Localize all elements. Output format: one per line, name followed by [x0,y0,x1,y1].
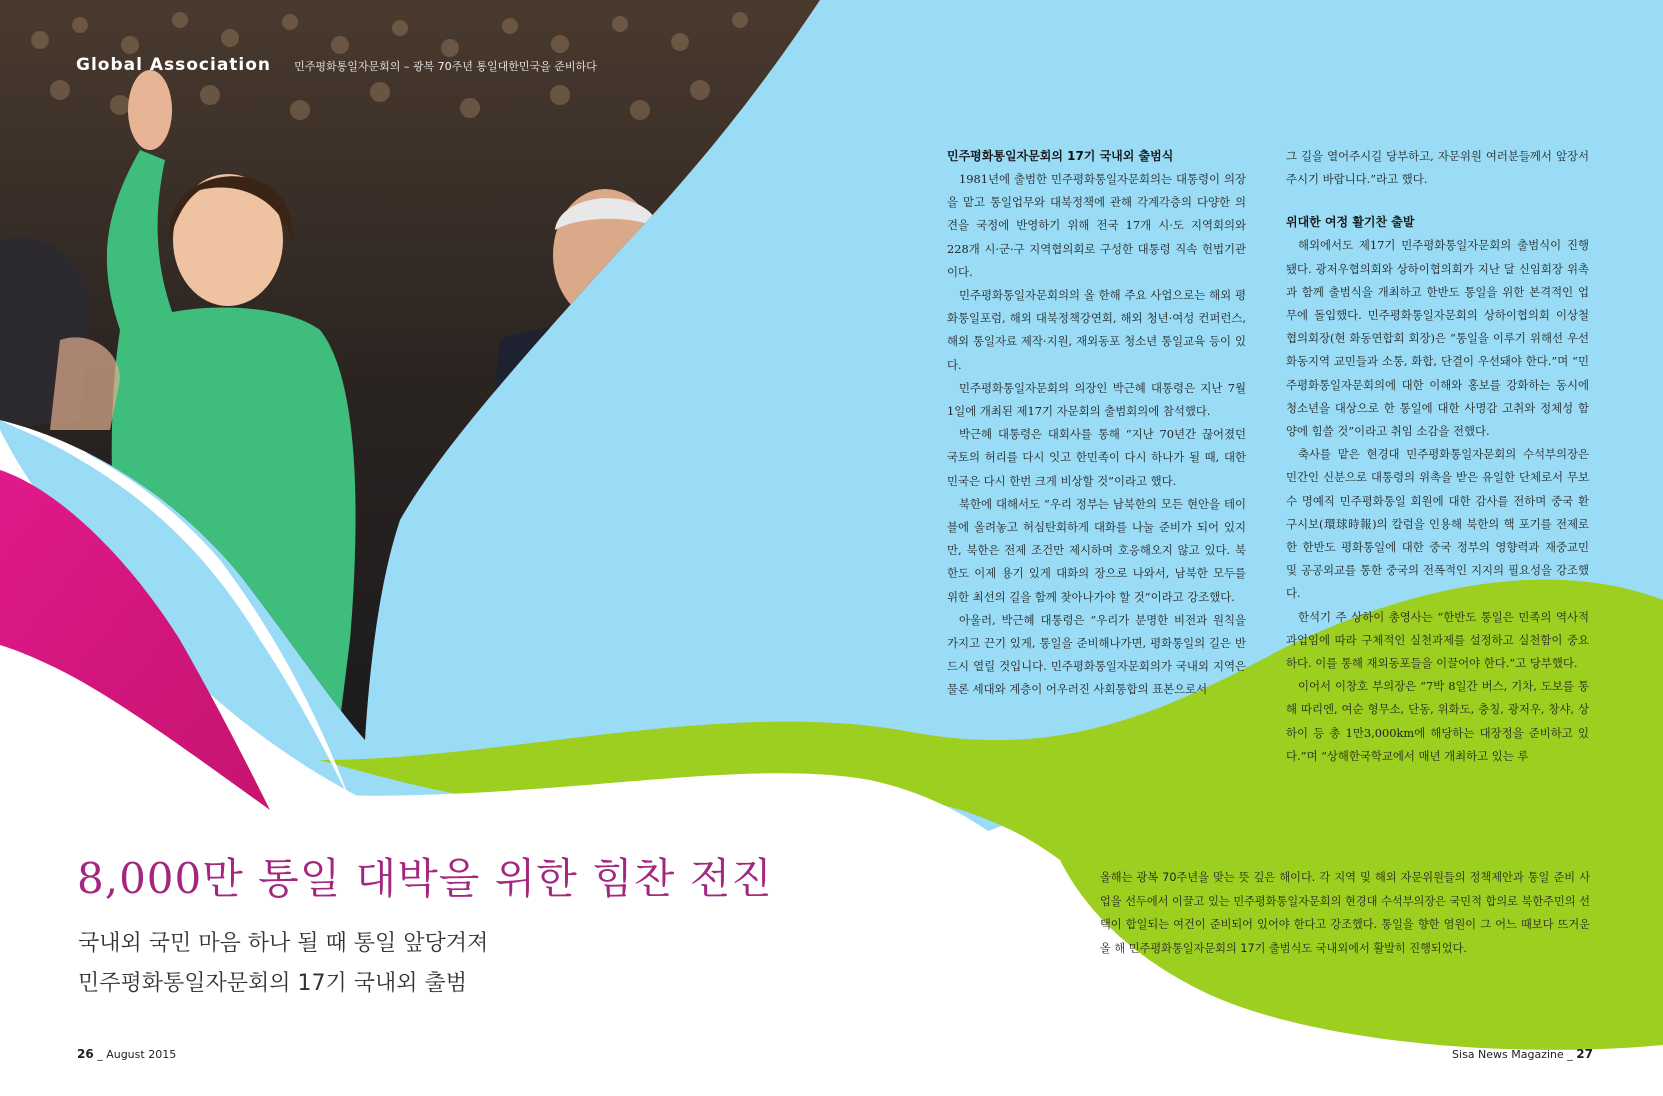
footer-left: 26 _ August 2015 [77,1047,177,1061]
body-paragraph: 한석기 주 상하이 총영사는 “한반도 통일은 민족의 역사적 과업임에 따라 구체적인 실천과제를 설정하고 실천함이 중요하다. 이를 통해 재외동포들을 이끌어야 한다.”고 당부했다. [1286,609,1589,671]
article-column-1 [947,145,1246,702]
section-header [76,55,597,75]
body-paragraph: 그 길을 열어주시길 당부하고, 자문위원 여러분들께서 앞장서주시기 바랍니다.”라고 했다. [1286,149,1589,187]
section-subtitle: 민주평화통일자문회의 – 광복 70주년 통일대한민국을 준비하다 [294,60,597,73]
subtitle-line: 국내외 국민 마음 하나 될 때 통일 앞당겨져 [78,931,489,956]
section-name: Global Association [76,55,272,75]
issue-date: August 2015 [106,1048,177,1061]
body-paragraph: 축사를 맡은 현경대 민주평화통일자문회의 수석부의장은 민간인 신분으로 대통령의 위촉을 받은 유일한 단체로서 무보수 명예직 민주평화통일 회원에 대한 감사를 전하며 중국 환구시보(環球時報)의 칼럼을 인용해 북한의 핵 포기를 전제로 한 한반도 평화통일에 대한 중국 정부의 영향력과 재중교민 및 공공외교를 통한 중국의 전폭적인 지지의 필요성을 강조했다. [1286,447,1589,601]
body-paragraph: 이어서 이창호 부의장은 “7박 8일간 버스, 기차, 도보를 통해 따리엔, 여순 형무소, 단동, 위화도, 충칭, 광저우, 창샤, 상하이 등 총 1만3,000km에 해당하는 대장정을 준비하고 있다.”며 “상해한국학교에서 매년 개최하고 있는 루 [1286,679,1589,763]
body-paragraph: 아울러, 박근혜 대통령은 “우리가 분명한 비전과 원칙을 가지고 끈기 있게, 통일을 준비해나가면, 평화통일의 길은 반드시 열릴 것입니다. 민주평화통일자문회의가 국내외 지역은 물론 세대와 계층이 어우러진 사회통합의 표본으로서 [947,612,1246,697]
article-subtitle [78,924,488,1004]
footer-right: Sisa News Magazine _ 27 [1452,1047,1593,1061]
paragraph-gap [1286,191,1589,211]
section-heading: 위대한 여정 활기찬 출발 [1286,215,1415,230]
article-column-2 [1286,145,1589,768]
woman-hand [128,70,172,150]
lead-paragraph: 올해는 광복 70주년을 맞는 뜻 깊은 해이다. 각 지역 및 해외 자문위원들의 정책제안과 통일 준비 사업을 선두에서 이끌고 있는 민주평화통일자문회의 현경대 수석부의장은 국민적 합의로 북한주민의 선택이 합일되는 여건이 준비되어 있어야 한다고 강조했다. 통일을 향한 염원이 그 어느 때보다 뜨거운 올 해 민주평화통일자문회의 17기 출범식도 국내외에서 활발히 진행되었다. [1100,871,1590,955]
page-number: 27 [1576,1047,1593,1061]
subtitle-line: 민주평화통일자문회의 17기 국내외 출범 [78,971,468,996]
article-title: 8,000만 통일 대박을 위한 힘찬 전진 [77,854,773,903]
man-shirt [570,330,640,440]
body-paragraph: 북한에 대해서도 “우리 정부는 남북한의 모든 현안을 테이블에 올려놓고 허심탄회하게 대화를 나눌 준비가 되어 있지만, 북한은 전제 조건만 제시하며 호응해오지 않고 있다. 북한도 이제 용기 있게 대화의 장으로 나와서, 남북한 모두를 위한 최선의 길을 함께 찾아나가야 할 것”이라고 강조했다. [947,496,1246,604]
woman-jacket [112,308,356,741]
body-paragraph: 박근혜 대통령은 대회사를 통해 “지난 70년간 끊어졌던 국토의 허리를 다시 잇고 한민족이 다시 하나가 될 때, 대한민국은 다시 한번 크게 비상할 것”이라고 했다. [947,427,1246,488]
body-paragraph: 민주평화통일자문회의의 올 한해 주요 사업으로는 해외 평화통일포럼, 해외 대북정책강연회, 해외 청년·여성 컨퍼런스, 해외 통일자료 제작·지원, 재외동포 청소년 통일교육 등이 있다. [947,288,1246,372]
magazine-name: Sisa News Magazine [1452,1048,1564,1061]
man-suit [490,326,740,760]
body-paragraph: 해외에서도 제17기 민주평화통일자문회의 출범식이 진행됐다. 광저우협의회와 상하이협의회가 지난 달 신임회장 위촉과 함께 출범식을 개최하고 한반도 통일을 위한 본격적인 업무에 돌입했다. 민주평화통일자문회의 상하이협의회 이상철 협의회장(현 화동연합회 회장)은 “통일을 이루기 위해선 우선 화동지역 교민들과 소통, 화합, 단결이 우선돼야 한다.”며 “민주평화통일자문회의에 대한 이해와 홍보를 강화하는 동시에 청소년을 대상으로 한 통일에 대한 사명감 고취와 정체성 함양에 힘쓸 것”이라고 취임 소감을 전했다. [1286,238,1589,439]
body-paragraph: 민주평화통일자문회의 의장인 박근혜 대통령은 지난 7월 1일에 개최된 제17기 자문회의 출범회의에 참석했다. [947,380,1246,419]
body-paragraph: 1981년에 출범한 민주평화통일자문회의는 대통령이 의장을 맡고 통일업무와 대북정책에 관해 각계각층의 다양한 의견을 국정에 반영하기 위해 전국 17개 시·도 지역회의와 228개 시·군·구 지역협의회로 구성한 대통령 직속 헌법기관이다. [947,172,1246,279]
page-number: 26 [77,1047,94,1061]
section-heading: 민주평화통일자문회의 17기 국내외 출범식 [947,149,1174,163]
